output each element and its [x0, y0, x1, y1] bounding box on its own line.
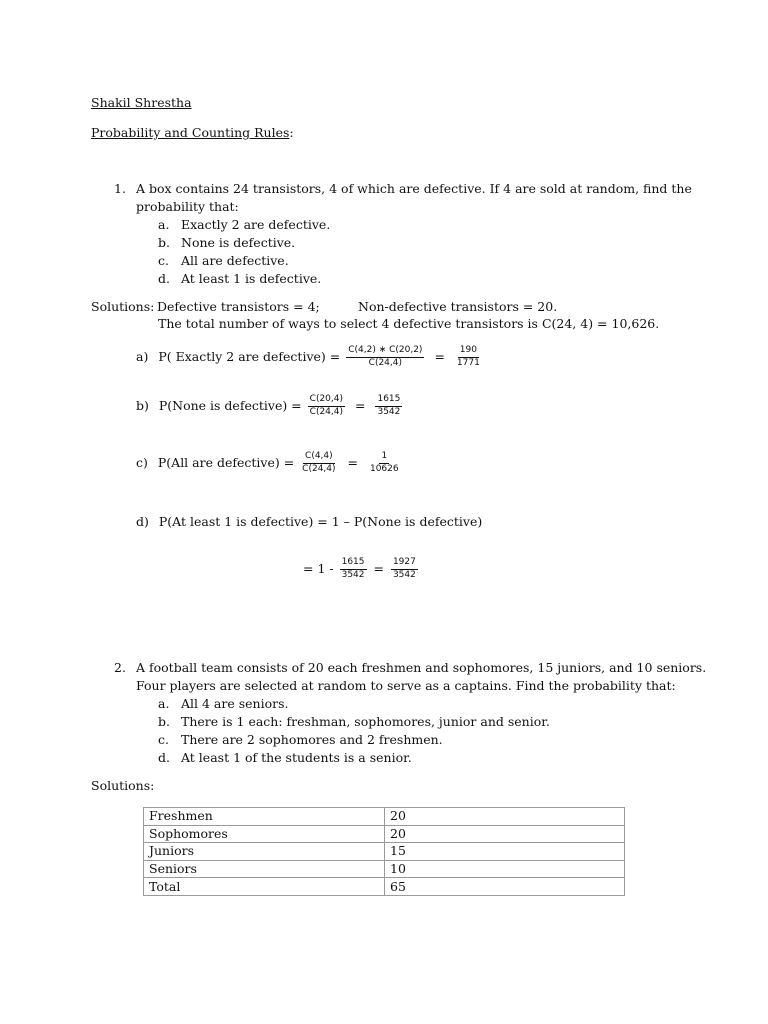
sol1-b-fraction: [308, 395, 345, 418]
sol1-b-eq: =: [355, 397, 366, 413]
q1-item-d: At least 1 is defective.: [181, 271, 322, 286]
author-name: Shakil Shrestha: [91, 95, 192, 110]
sol1-d2-res-num: 1927: [391, 558, 418, 570]
table-cell-value: 65: [385, 878, 625, 896]
sol1-a-prefix: a): [136, 348, 149, 364]
q2-line1: A football team consists of 20 each freshmen and sophomores, 15 juniors, and 10 seniors.: [136, 660, 707, 675]
table-row: [144, 860, 625, 878]
sol1-b-result: [375, 395, 402, 418]
q1-item-a-letter: a.: [158, 217, 170, 232]
q2-item-c-letter: c.: [158, 732, 169, 747]
table-cell-label: Seniors: [144, 860, 385, 878]
q2-item-a: All 4 are seniors.: [181, 696, 289, 711]
sol1-b-row: [136, 395, 404, 418]
q2-item-a-letter: a.: [158, 696, 170, 711]
table-row: [144, 825, 625, 843]
q1-number: 1.: [114, 181, 126, 196]
sol1-c-fraction: [300, 452, 337, 475]
table-cell-label: Juniors: [144, 843, 385, 861]
sol1-d-prefix: d): [136, 514, 149, 529]
table-cell-value: 20: [385, 808, 625, 826]
table-row: [144, 878, 625, 896]
sol1-d2-row: [303, 558, 420, 581]
sol1-a-frac-num: C(4,2) ∗ C(20,2): [346, 346, 424, 358]
sol1-c-result: [368, 452, 401, 475]
sol1-a-res-den: 1771: [456, 357, 480, 368]
q2-line2: Four players are selected at random to serve as a captains. Find the probability that:: [136, 678, 676, 693]
page-heading: [91, 126, 294, 140]
q2-item-c: There are 2 sophomores and 2 freshmen.: [181, 732, 443, 747]
table-row: [144, 808, 625, 826]
heading-colon: :: [289, 125, 294, 140]
q1-item-b-letter: b.: [158, 235, 170, 250]
q2-item-d: At least 1 of the students is a senior.: [181, 750, 412, 765]
sol1-a-res-num: 190: [458, 346, 479, 358]
sol1-b-res-den: 3542: [377, 406, 401, 417]
sol1-d2-res-den: 3542: [392, 569, 416, 580]
table-row: [144, 843, 625, 861]
sol1-d2-fraction: [340, 558, 367, 581]
sol1-c-expr: P(All are defective) =: [157, 454, 295, 470]
sol1-a-frac-den: C(24,4): [368, 357, 403, 368]
table-cell-value: 10: [385, 860, 625, 878]
q2-number: 2.: [114, 660, 126, 675]
table-cell-value: 15: [385, 843, 625, 861]
q1-item-c: All are defective.: [181, 253, 289, 268]
sol1-c-prefix: c): [136, 454, 148, 470]
table-cell-value: 20: [385, 825, 625, 843]
sol1-non-defective: Non-defective transistors = 20.: [358, 299, 558, 314]
sol1-b-res-num: 1615: [375, 395, 402, 407]
sol1-c-res-den: 10626: [369, 463, 399, 474]
heading-text: Probability and Counting Rules: [91, 125, 290, 140]
sol1-b-frac-den: C(24,4): [309, 406, 344, 417]
sol1-label: Solutions:: [91, 299, 155, 314]
sol1-b-frac-num: C(20,4): [308, 395, 345, 407]
sol1-defective: Defective transistors = 4;: [157, 299, 320, 314]
sol1-d2-frac-den: 3542: [341, 569, 365, 580]
sol1-a-eq: =: [434, 348, 445, 364]
sol1-c-res-num: 1: [379, 452, 389, 464]
q2-item-d-letter: d.: [158, 750, 170, 765]
table-cell-label: Sophomores: [144, 825, 385, 843]
q1-line1: A box contains 24 transistors, 4 of which are defective. If 4 are sold at random, find the: [136, 181, 692, 196]
sol1-c-frac-den: C(24,4): [302, 463, 336, 474]
q2-item-b: There is 1 each: freshman, sophomores, junior and senior.: [181, 714, 550, 729]
sol1-d2-eq: =: [373, 560, 384, 576]
sol1-c-eq: =: [347, 454, 358, 470]
sol1-d2-frac-num: 1615: [340, 558, 367, 570]
sol1-d-expr: P(At least 1 is defective) = 1 – P(None is defective): [158, 514, 483, 529]
q1-item-c-letter: c.: [158, 253, 169, 268]
sol1-total: The total number of ways to select 4 defective transistors is C(24, 4) = 10,626.: [158, 316, 660, 331]
sol2-label: Solutions:: [91, 778, 155, 793]
sol1-c-frac-num: C(4,4): [303, 452, 335, 464]
q2-item-b-letter: b.: [158, 714, 170, 729]
sol1-d2-start: = 1 -: [303, 560, 334, 576]
sol1-d2-result: [391, 558, 418, 581]
table-cell-label: Freshmen: [144, 808, 385, 826]
q1-item-b: None is defective.: [181, 235, 296, 250]
q1-item-d-letter: d.: [158, 271, 170, 286]
sol1-a-fraction: [346, 346, 424, 369]
sol1-b-prefix: b): [136, 397, 149, 413]
sol1-a-result: [455, 346, 482, 369]
q1-item-a: Exactly 2 are defective.: [181, 217, 331, 232]
sol1-a-expr: P( Exactly 2 are defective) =: [158, 348, 341, 364]
table-cell-label: Total: [144, 878, 385, 896]
sol1-c-row: [136, 452, 403, 475]
q1-line2: probability that:: [136, 199, 239, 214]
class-count-table: [143, 807, 625, 896]
sol1-b-expr: P(None is defective) =: [158, 397, 302, 413]
sol1-d-row: [136, 515, 482, 529]
sol1-a-row: [136, 346, 484, 369]
